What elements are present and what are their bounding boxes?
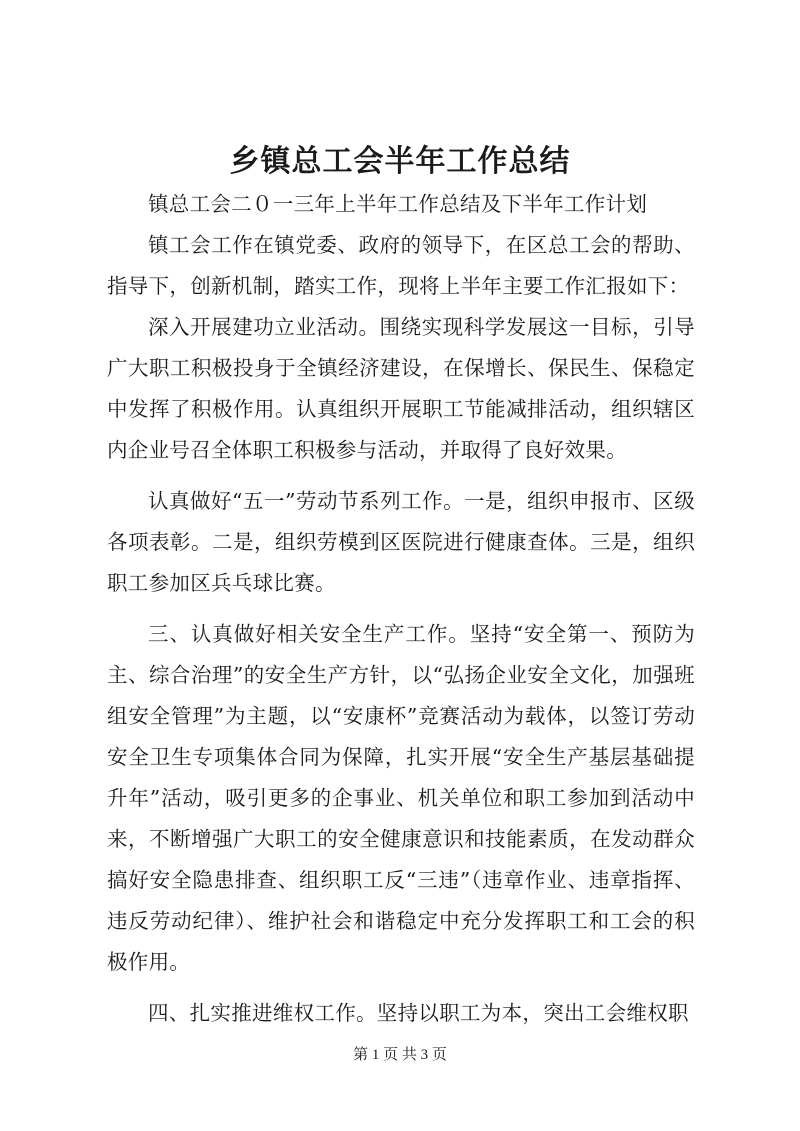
paragraph-rights: 四、扎实推进维权工作。坚持以职工为本，突出工会维权职 <box>148 1001 689 1025</box>
document-body <box>107 184 695 1034</box>
document-title: 乡镇总工会半年工作总结 <box>229 144 571 179</box>
paragraph-may-day: 认真做好“五一”劳动节系列工作。一是，组织申报市、区级各项表彰。二是，组织劳模到区医院进行健康查体。三是，组织职工参加区兵乓球比赛。 <box>107 489 695 595</box>
paragraph-intro: 镇工会工作在镇党委、政府的领导下，在区总工会的帮助、指导下，创新机制，踏实工作，现将上半年主要工作汇报如下： <box>107 233 695 298</box>
paragraph-subtitle: 镇总工会二０一三年上半年工作总结及下半年工作计划 <box>148 192 648 216</box>
paragraph-safety: 三、认真做好相关安全生产工作。坚持“安全第一、预防为主、综合治理”的安全生产方针，以“弘扬企业安全文化，加强班组安全管理”为主题，以“安康杯”竞赛活动为载体，以签订劳动安全卫生专项集体合同为保障，扎实开展“安全生产基层基础提升年”活动，吸引更多的企事业、机关单位和职工参加到活动中来，不断增强广大职工的安全健康意识和技能素质，在发动群众搞好安全隐患排查、组织职工反“三违”（违章作业、违章指挥、违反劳动纪律）、维护社会和谐稳定中充分发挥职工和工会的积极作用。 <box>107 622 695 974</box>
paragraph-activity: 深入开展建功立业活动。围绕实现科学发展这一目标，引导广大职工积极投身于全镇经济建设，在保增长、保民生、保稳定中发挥了积极作用。认真组织开展职工节能减排活动，组织辖区内企业号召全体职工积极参与活动，并取得了良好效果。 <box>107 315 695 462</box>
page-indicator: 第 1 页 共 3 页 <box>353 1047 447 1063</box>
